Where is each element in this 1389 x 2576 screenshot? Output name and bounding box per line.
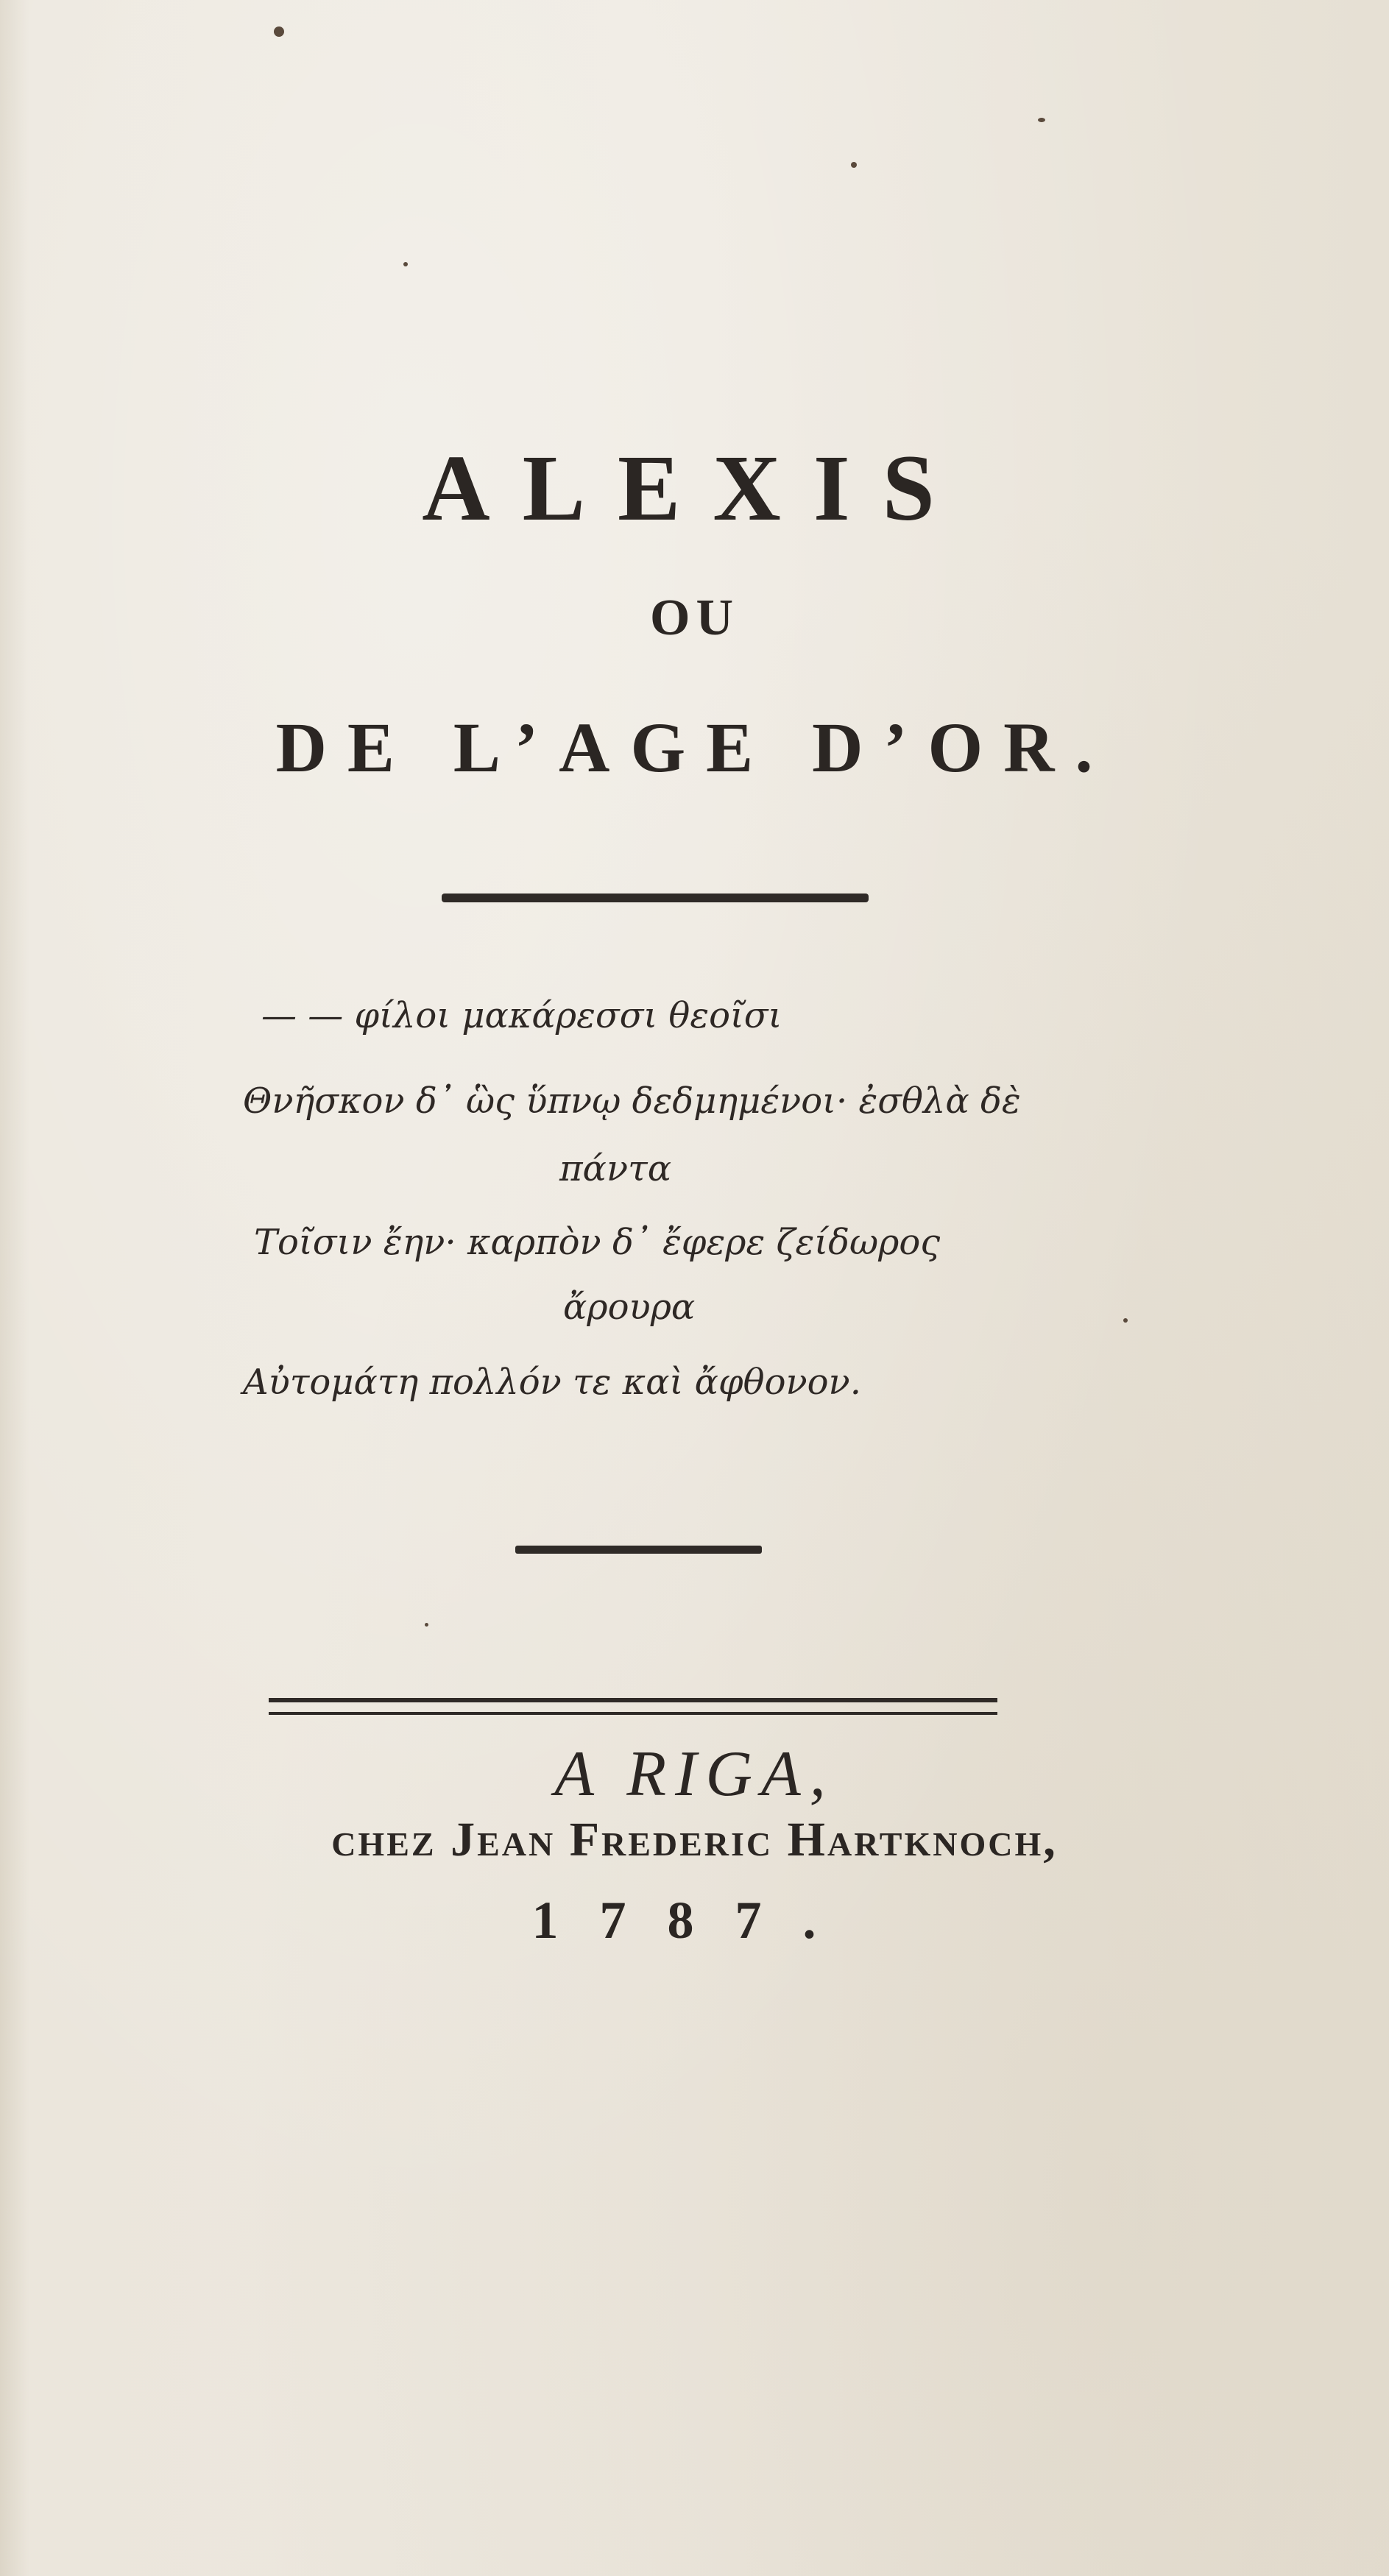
imprint-double-rule-bottom — [269, 1712, 997, 1715]
paper-speck — [1038, 118, 1045, 122]
epigraph-divider — [515, 1546, 762, 1554]
epigraph-line: Θνῆσκον δ᾽ ὣς ὕπνῳ δεδμημένοι· ἐσθλὰ δὲ — [243, 1080, 1021, 1122]
epigraph-line: πάντα — [559, 1148, 672, 1189]
imprint-year: 1787. — [531, 1891, 858, 1950]
paper-speck — [1123, 1318, 1128, 1323]
title-connector: OU — [650, 590, 739, 646]
paper-speck — [425, 1623, 428, 1627]
imprint-double-rule-top — [269, 1698, 997, 1702]
title-divider — [442, 894, 869, 902]
epigraph-line: — — φίλοι μακάρεσσι θεοῖσι — [261, 995, 782, 1036]
epigraph-line: ἄρουρα — [563, 1287, 696, 1328]
book-title: ALEXIS — [422, 436, 967, 540]
epigraph-line: Τοῖσιν ἔην· καρπὸν δ᾽ ἔφερε ζείδωρος — [254, 1222, 941, 1263]
paper-speck — [851, 162, 857, 168]
paper-speck — [274, 26, 284, 37]
imprint-publisher: chez Jean Frederic Hartknoch, — [331, 1813, 1058, 1866]
book-subtitle: DE L’AGE D’OR. — [275, 708, 1114, 787]
paper-speck — [403, 262, 408, 266]
imprint-place: A RIGA, — [554, 1738, 835, 1810]
epigraph-line: Αὐτομάτη πολλόν τε καὶ ἄφθονον. — [243, 1362, 861, 1403]
